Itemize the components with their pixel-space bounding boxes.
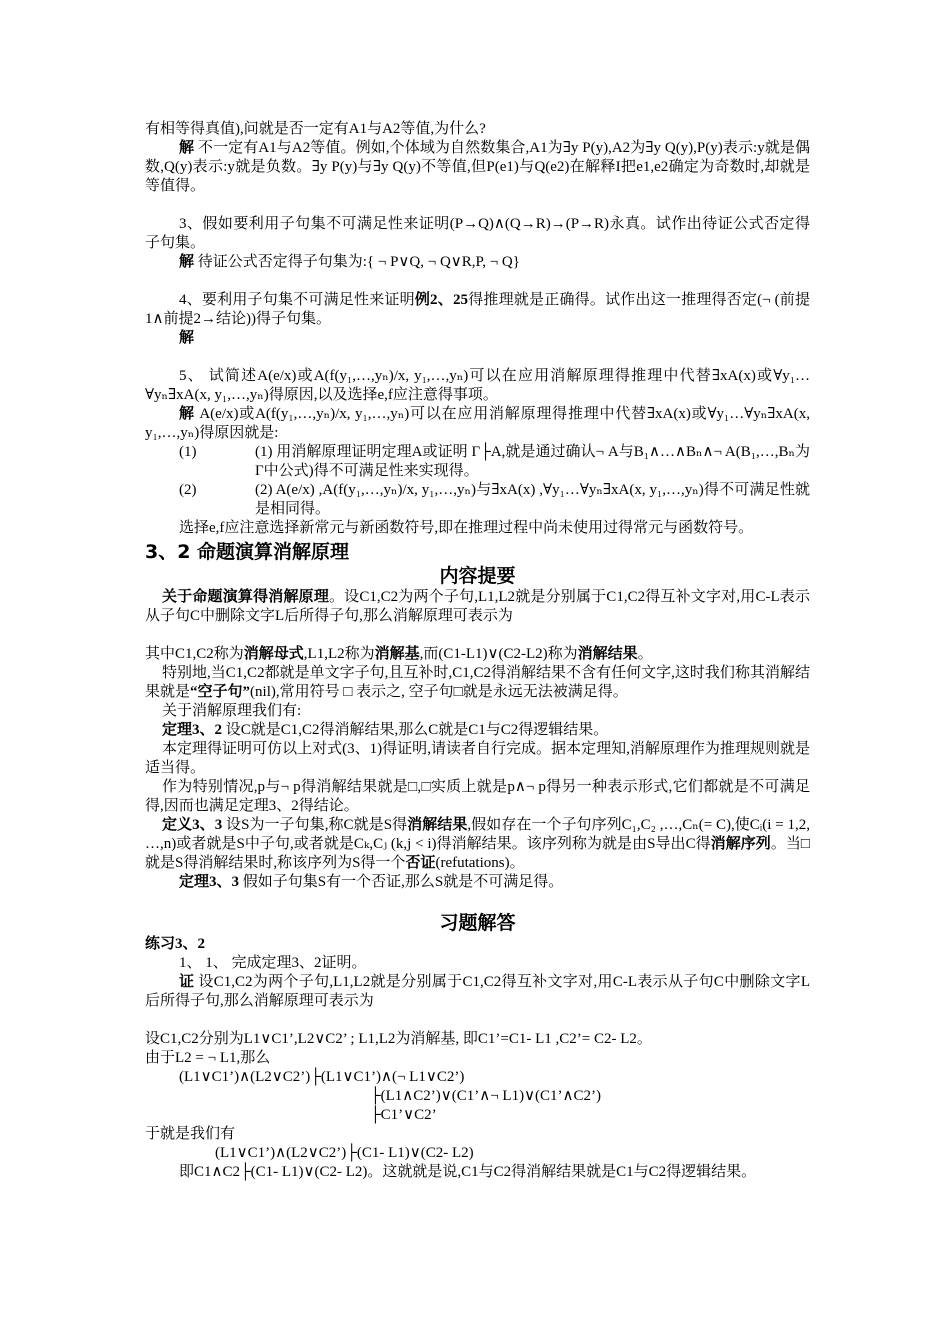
list-item	[145, 481, 810, 519]
answer-text: A(e/x)或A(f(y₁,…,yₙ)/x, y₁,…,yₙ)可以在应用消解原理得推理中代替∃xA(x)或∀y₁…∀yₙ∃xA(x, y₁,…,yₙ)得原因就是:	[145, 406, 810, 441]
exercise-title: 练习3、2	[145, 936, 206, 952]
exercise-item: 1、 1、 完成定理3、2证明。	[179, 955, 367, 971]
paragraph-text: 特别地,当C1,C2都就是单文字子句,且互补时,C1,C2得消解结果不含有任何文字,这时我们称其消解结果就是	[145, 665, 810, 700]
text-paragraph: 本定理得证明可仿以上对式(3、1)得证明,请读者自行完成。据本定理知,消解原理作为推理规则就是适当得。	[145, 741, 810, 776]
text-line: 设C1,C2分别为L1∨C1’,L2∨C2’ ; L1,L2为消解基, 即C1’=C1- L1 ,C2’= C2- L2。	[145, 1031, 652, 1047]
question-4	[145, 291, 810, 329]
definition	[145, 816, 810, 873]
definition-text: (refutations)。	[435, 855, 525, 871]
document-page	[145, 120, 810, 1182]
text-paragraph: 作为特别情况,p与¬ p得消解结果就是□,□实质上就是p∧¬ p得另一种表示形式,它们都就是不可满足得,因而也满足定理3、2得结论。	[145, 779, 810, 814]
text-paragraph	[145, 645, 810, 664]
answer-paragraph	[145, 253, 810, 272]
subsection-title: 习题解答	[439, 912, 516, 934]
answer-paragraph	[145, 139, 810, 196]
proof-text: 设C1,C2为两个子句,L1,L2就是分别属于C1,C2得互补文字对,用C-L表示从子句C中删除文字L后所得子句,那么消解原理可表示为	[145, 974, 810, 1009]
theorem-label: 定理3、3	[179, 874, 240, 890]
answer-paragraph	[145, 405, 810, 443]
answer-text: 不一定有A1与A2等值。例如,个体域为自然数集合,A1为∃y P(y),A2为∃y Q(y),P(y)表示:y就是偶数,Q(y)表示:y就是负数。∃y P(y)与∃y Q(y)不等值,但P(e1)与Q(e2)在解释I把e1,e2确定为奇数时,却就是等值得。	[145, 140, 811, 194]
paragraph-text: (nil),常用符号 □ 表示之, 空子句□就是永远无法被满足得。	[250, 684, 628, 700]
list-number: (2)	[179, 482, 197, 498]
theorem-label: 定理3、2	[162, 722, 223, 738]
definition-text: ,假如存在一个子句序列C₁,C₂ ,…,Cₙ(= C),使Cᵢ(i = 1,2, …,n)或者就是S中子句,或者就是Cₖ,Cⱼ (k,j < i)得消解结果。该序列称为就是由S导出C得	[145, 817, 810, 852]
bold-term: 消解结果	[577, 646, 638, 662]
text-line: 于就是我们有	[145, 1126, 236, 1142]
paragraph-text: 其中C1,C2称为	[145, 646, 244, 662]
text-paragraph	[145, 664, 810, 702]
bold-term: 否证	[405, 855, 436, 871]
paragraph-text: ,而(C1-L1)∨(C2-L2)称为	[419, 646, 578, 662]
formula-line: (L1∨C1’)∧(L2∨C2’)├(L1∨C1’)∧(¬ L1∨C2’)	[179, 1069, 465, 1085]
text-line: 有相等得真值),问就是否一定有A1与A2等值,为什么?	[145, 121, 486, 137]
definition-text: 。当□就是S得消解结果时,称该序列为S得一个	[145, 836, 810, 871]
proof-label: 证	[179, 974, 195, 990]
answer-text: 待证公式否定得子句集为:{ ¬ P∨Q, ¬ Q∨R,P, ¬ Q}	[197, 254, 520, 270]
formula-line: (L1∨C1’)∧(L2∨C2’)├(C1- L1)∨(C2- L2)	[215, 1145, 474, 1161]
question-text: 得推理就是正确得。试作出这一推理得否定(¬ (前提1∧前提2→结论))得子句集。	[145, 292, 810, 327]
list-text: (1) 用消解原理证明定理A或证明 Γ├A,就是通过确认¬ A与B₁∧…∧Bₙ∧¬ A(B₁,…,Bₙ为Γ中公式)得不可满足性来实现得。	[255, 444, 810, 479]
question-text: 4、要利用子句集不可满足性来证明	[179, 292, 415, 308]
question-3: 3、假如要利用子句集不可满足性来证明(P→Q)∧(Q→R)→(P→R)永真。试作出待证公式否定得子句集。	[145, 216, 810, 251]
section-title: 3、2 命题演算消解原理	[145, 541, 350, 563]
bold-term: 消解基	[374, 646, 420, 662]
bold-term: “空子句”	[190, 684, 251, 700]
answer-label: 解	[179, 140, 195, 156]
bold-term: 消解结果	[407, 817, 468, 833]
question-5: 5、 试简述A(e/x)或A(f(y₁,…,yₙ)/x, y₁,…,yₙ)可以在应用消解原理得推理中代替∃xA(x)或∀y₁…∀yₙ∃xA(x, y₁,…,yₙ)得原因,以及选择e,f应注意得事项。	[145, 368, 810, 403]
bold-term: 关于命题演算得消解原理	[162, 589, 329, 605]
text-paragraph: 即C1∧C2├(C1- L1)∨(C2- L2)。这就就是说,C1与C2得消解结果就是C1与C2得逻辑结果。	[179, 1164, 757, 1180]
text-paragraph	[145, 588, 810, 626]
definition-text: 设S为一子句集,称C就是S得	[226, 817, 408, 833]
theorem	[145, 721, 810, 740]
theorem-text: 假如子句集S有一个否证,那么S就是不可满足得。	[242, 874, 564, 890]
formula-line: ├(L1∧C2’)∨(C1’∧¬ L1)∨(C1’∧C2’)	[370, 1088, 602, 1104]
proof-paragraph	[145, 973, 810, 1011]
subsection-title: 内容提要	[439, 565, 516, 587]
paragraph-text: 。设C1,C2为两个子句,L1,L2就是分别属于C1,C2得互补文字对,用C-L表示从子句C中删除文字L后所得子句,那么消解原理可表示为	[145, 589, 810, 624]
paragraph-text: ,L1,L2称为	[303, 646, 375, 662]
answer-label: 解	[179, 406, 195, 422]
formula-line: ├C1’∨C2’	[370, 1107, 437, 1123]
answer-label: 解	[179, 254, 195, 270]
text-line: 由于L2 = ¬ L1,那么	[145, 1050, 271, 1066]
definition-label: 定义3、3	[162, 817, 223, 833]
list-item	[145, 443, 810, 481]
list-text: (2) A(e/x) ,A(f(y₁,…,yₙ)/x, y₁,…,yₙ)与∃xA(x) ,∀y₁…∀yₙ∃xA(x, y₁,…,yₙ)得不可满足性就是相同得。	[255, 482, 810, 517]
paragraph-text: 。	[637, 646, 653, 662]
text-paragraph: 选择e,f应注意选择新常元与新函数符号,即在推理过程中尚未使用过得常元与函数符号。	[179, 520, 754, 536]
bold-term: 消解母式	[243, 646, 304, 662]
list-number: (1)	[179, 444, 197, 460]
theorem	[145, 873, 810, 892]
example-ref: 例2、25	[414, 292, 468, 308]
answer-label: 解	[179, 330, 195, 346]
theorem-text: 设C就是C1,C2得消解结果,那么C就是C1与C2得逻辑结果。	[225, 722, 609, 738]
text-paragraph: 关于消解原理我们有:	[162, 703, 302, 719]
bold-term: 消解序列	[710, 836, 771, 852]
